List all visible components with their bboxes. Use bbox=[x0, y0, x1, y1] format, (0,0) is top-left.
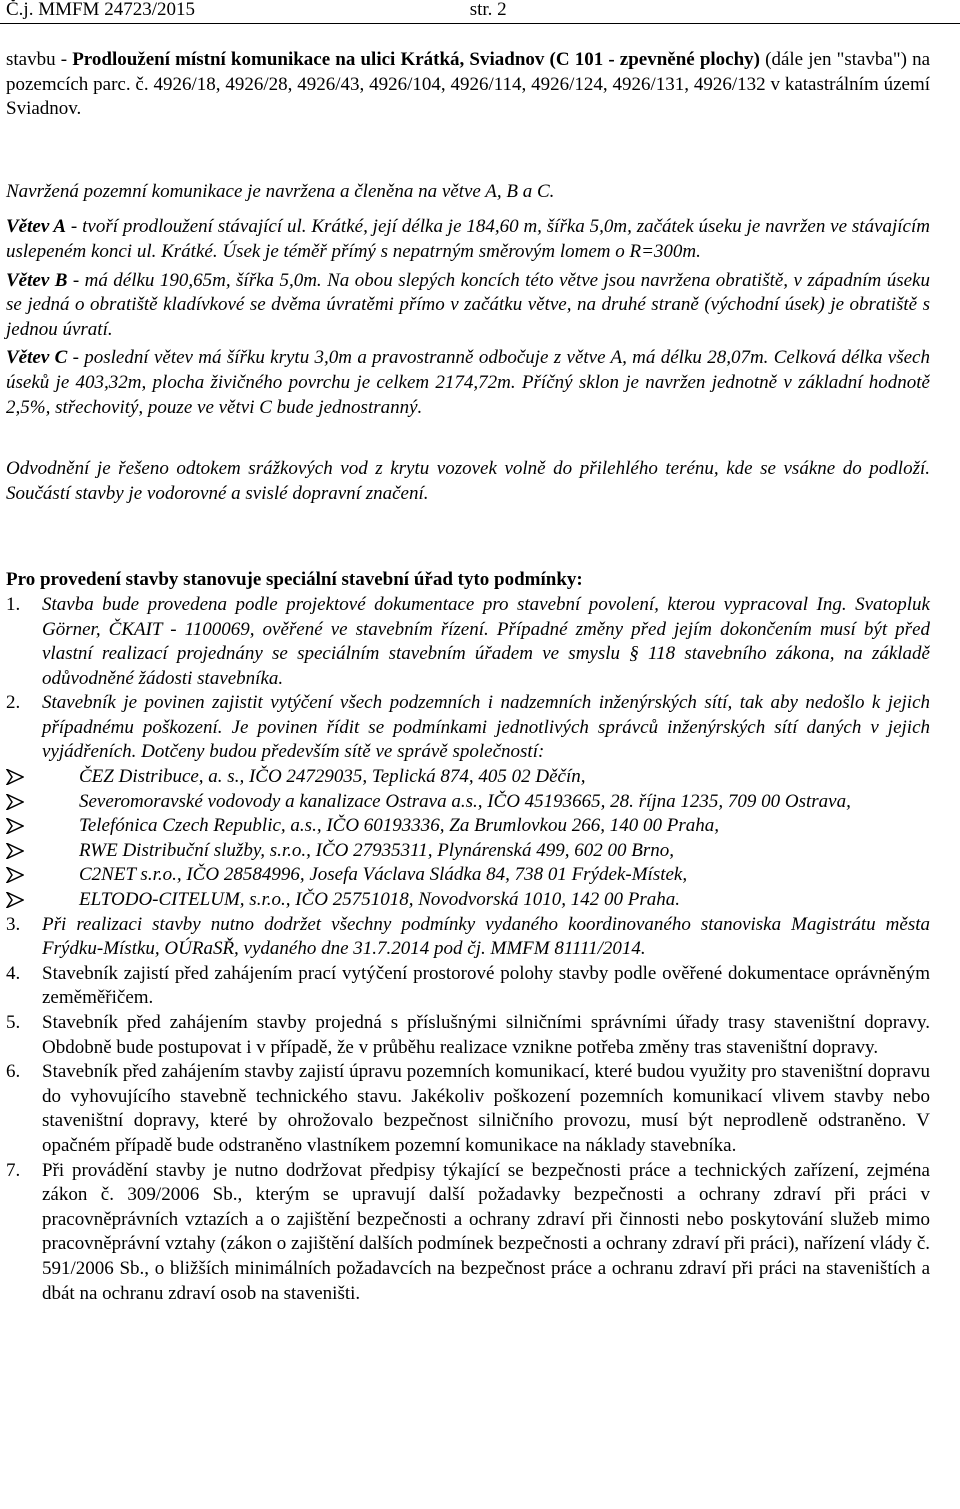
condition-text: Stavebník před zahájením stavby zajistí úpravu pozemních komunikací, které budou využity pro staveništní dopravu do vyhovujícího stavebně technického stavu. Jakékoliv poškození pozemních komunikací vlivem stavby nebo staveništní dopravy, které by ohrožovalo bezpečnost silničního provozu, musí být neprodleně odstraněno. V opačném případě bude odstraněno vlastníkem pozemní komunikace na náklady stavebníka. bbox=[42, 1061, 930, 1156]
header-rule bbox=[0, 23, 960, 24]
arrowhead-bullet-icon bbox=[6, 892, 24, 908]
condition-text: Stavebník je povinen zajistit vytýčení všech podzemních i nadzemních inženýrských sítí, tak aby nedošlo k jejich případnému poškození. Je povinen řídit se podmínkami jednotlivých správců inženýrských sítí daných v jejich vyjádřeních. Dotčeny budou především sítě ve správě společností: bbox=[42, 692, 930, 763]
branch-a-paragraph bbox=[6, 215, 930, 264]
condition-number: 2. bbox=[6, 692, 21, 714]
condition-number: 6. bbox=[6, 1061, 21, 1083]
drainage-paragraph: Odvodnění je řešeno odtokem srážkových vod z krytu vozovek volně do přilehlého terénu, kde se vsákne do podloží. Součástí stavby je vodorovné a svislé dopravní značení. bbox=[6, 458, 930, 504]
arrowhead-bullet-icon bbox=[6, 818, 24, 834]
intro-rest: (dále jen "stavba") na pozemcích parc. č. 4926/18, 4926/28, 4926/43, 4926/104, 4926/114, 4926/124, 4926/131, 4926/132 v katastrálním území Sviadnov. bbox=[6, 49, 931, 120]
page-number: str. 2 bbox=[469, 0, 507, 20]
branch-a-text: - tvoří prodloužení stávající ul. Krátké, její délka je 184,60 m, šířka 5,0m, začátek úseku je navržen ve stávajícím uslepeném konci ul. Krátké. Úsek je téměř přímý s nepatrným směrovým lomem o R=300m. bbox=[6, 216, 930, 262]
arrowhead-bullet-icon bbox=[6, 867, 24, 883]
list-item bbox=[6, 765, 930, 790]
company-entry: C2NET s.r.o., IČO 28584996, Josefa Václava Sládka 84, 738 01 Frýdek-Místek, bbox=[79, 864, 688, 886]
arrowhead-bullet-icon bbox=[6, 769, 24, 785]
company-entry: RWE Distribuční služby, s.r.o., IČO 27935311, Plynárenská 499, 602 00 Brno, bbox=[79, 839, 674, 861]
condition-item bbox=[6, 1011, 930, 1060]
arrowhead-bullet-icon bbox=[6, 843, 24, 859]
condition-number: 4. bbox=[6, 962, 21, 984]
utility-companies-list bbox=[6, 765, 930, 913]
branch-b-text: - má délku 190,65m, šířka 5,0m. Na obou slepých koncích této větve jsou navržena obratiště, v západním úseku se jedná o obratiště kladívkové se dvěma úvratěmi přímo v začátku větve, na druhé straně (východní úsek) je obratiště s jednou úvratí. bbox=[6, 269, 930, 340]
branch-b-label: Větev B bbox=[6, 269, 68, 291]
project-name: Prodloužení místní komunikace na ulici Krátká, Sviadnov (C 101 - zpevněné plochy) bbox=[72, 49, 761, 70]
list-item bbox=[6, 888, 930, 913]
branch-c-label: Větev C bbox=[6, 347, 68, 369]
branch-c-paragraph bbox=[6, 346, 930, 420]
condition-number: 3. bbox=[6, 913, 21, 935]
condition-item bbox=[6, 913, 930, 962]
list-item bbox=[6, 839, 930, 864]
condition-text: Stavebník před zahájením stavby projedná s příslušnými silničními správními úřady trasy staveništní dopravy. Obdobně bude postupovat i v případě, že v průběhu realizace vznikne potřeba změny tras staveništní dopravy. bbox=[42, 1012, 930, 1058]
condition-item bbox=[6, 593, 930, 691]
company-entry: Telefónica Czech Republic, a.s., IČO 60193336, Za Brumlovkou 266, 140 00 Praha, bbox=[79, 815, 719, 837]
condition-number: 7. bbox=[6, 1159, 21, 1181]
company-entry: ČEZ Distribuce, a. s., IČO 24729035, Teplická 874, 405 02 Děčín, bbox=[79, 766, 586, 788]
condition-item bbox=[6, 962, 930, 1011]
list-item bbox=[6, 790, 930, 815]
company-entry: Severomoravské vodovody a kanalizace Ostrava a.s., IČO 45193665, 28. října 1235, 709 00 Ostrava, bbox=[79, 790, 851, 812]
branch-a-label: Větev A bbox=[6, 216, 67, 238]
condition-text: Stavba bude provedena podle projektové dokumentace pro stavební povolení, kterou vypracoval Ing. Svatopluk Görner, ČKAIT - 1100069, ověřené ve stavebním řízení. Případné změny před jejím dokončením musí být před vlastní realizací projednány se speciálním stavebním úřadem ve smyslu § 118 stavebního zákona, na základě odůvodněné žádosti stavebníka. bbox=[42, 593, 930, 689]
branch-b-paragraph bbox=[6, 269, 930, 343]
condition-item bbox=[6, 1159, 930, 1307]
condition-text: Stavebník zajistí před zahájením prací vytýčení prostorové polohy stavby podle ověřené dokumentace oprávněným zeměměřičem. bbox=[42, 962, 930, 1009]
design-overview: Navržená pozemní komunikace je navržena a členěna na větve A, B a C. bbox=[6, 180, 555, 202]
condition-number: 1. bbox=[6, 593, 21, 615]
conditions-list bbox=[6, 593, 930, 1306]
condition-number: 5. bbox=[6, 1012, 21, 1033]
condition-item bbox=[6, 691, 930, 912]
intro-lead: stavbu - bbox=[6, 49, 73, 70]
conditions-title: Pro provedení stavby stanovuje speciální stavební úřad tyto podmínky: bbox=[6, 569, 583, 591]
branch-c-text: - poslední větev má šířku krytu 3,0m a pravostranně odbočuje z větve A, má délku 28,07m. Celková délka všech úseků je 403,32m, plocha živičného povrchu je celkem 2174,72m. Příčný sklon je navržen jednotně v základní hodnotě 2,5%, střechovitý, pouze ve větvi C bude jednostranný. bbox=[6, 347, 930, 418]
condition-text: Při realizaci stavby nutno dodržet všechny podmínky vydaného koordinovaného stanoviska Magistrátu města Frýdku-Místku, OÚRaSŘ, vydaného dne 31.7.2014 pod čj. MMFM 81111/2014. bbox=[42, 913, 930, 960]
condition-text: Při provádění stavby je nutno dodržovat předpisy týkající se bezpečnosti práce a technických zařízení, zejména zákon č. 309/2006 Sb., kterým se upravují další požadavky bezpečnosti a ochrany zdraví při práci v pracovněprávních vztazích a o zajištění bezpečnosti a ochrany zdraví při činnosti nebo poskytování služeb mimo pracovněprávní vztahy (zákon o zajištění dalších podmínek bezpečnosti a ochrany zdraví při práci), nařízení vlády č. 591/2006 Sb., o bližších minimálních požadavcích na bezpečnost práce a ochranu zdraví při práci na staveništích a dbát na ochranu zdraví osob na staveništi. bbox=[42, 1159, 930, 1304]
arrowhead-bullet-icon bbox=[6, 794, 24, 810]
list-item bbox=[6, 863, 930, 888]
company-entry: ELTODO-CITELUM, s.r.o., IČO 25751018, Novodvorská 1010, 142 00 Praha. bbox=[79, 889, 680, 911]
reference-number: Č.j. MMFM 24723/2015 bbox=[6, 0, 195, 20]
page-header bbox=[6, 0, 930, 21]
intro-paragraph bbox=[6, 48, 930, 122]
list-item bbox=[6, 814, 930, 839]
condition-item bbox=[6, 1060, 930, 1158]
